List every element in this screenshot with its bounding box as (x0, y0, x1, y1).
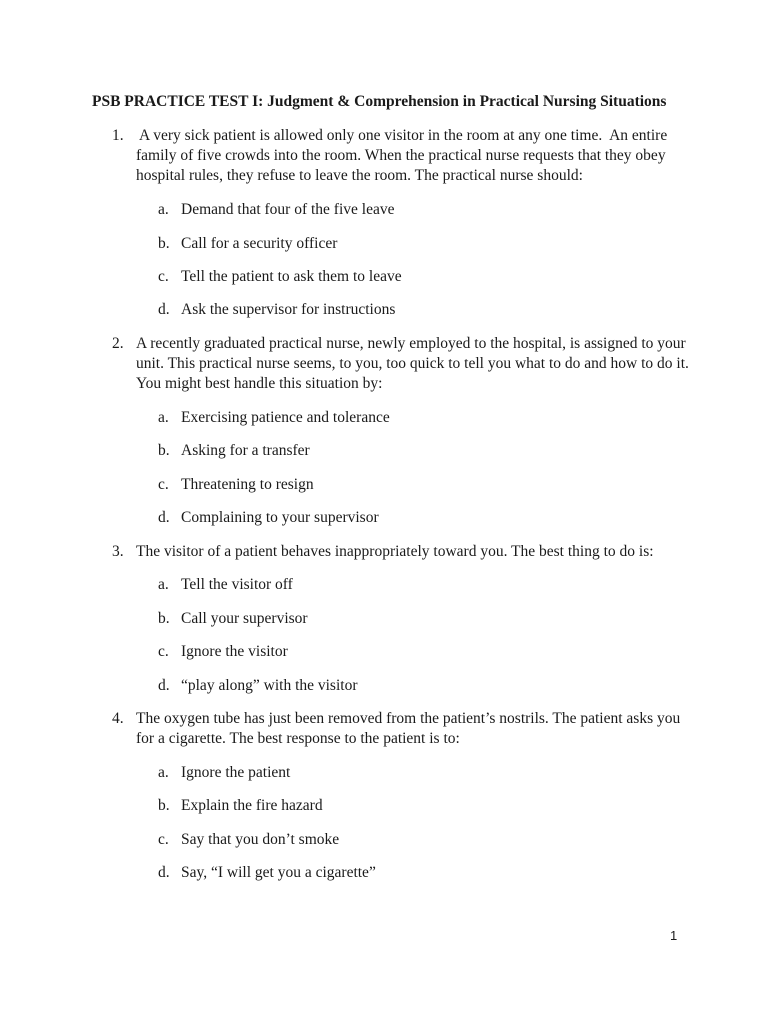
page-title: PSB PRACTICE TEST I: Judgment & Comprehension in Practical Nursing Situations (92, 93, 667, 110)
option-letter: a. (158, 576, 169, 593)
question-line: family of five crowds into the room. When the practical nurse requests that they obey (136, 147, 666, 164)
answer-option (0, 575, 770, 595)
option-text: Demand that four of the five leave (181, 201, 395, 218)
option-letter: c. (158, 831, 169, 848)
answer-option (0, 642, 770, 662)
answer-option (0, 609, 770, 629)
question-line: You might best handle this situation by: (136, 375, 383, 392)
question-line: The oxygen tube has just been removed from the patient’s nostrils. The patient asks you (136, 710, 681, 727)
option-letter: d. (158, 864, 170, 881)
question-text (136, 709, 696, 749)
option-letter: c. (158, 476, 169, 493)
option-text: Tell the visitor off (181, 576, 293, 593)
question-line: A recently graduated practical nurse, newly employed to the hospital, is assigned to your (136, 335, 686, 352)
page-number: 1 (670, 928, 678, 943)
option-letter: b. (158, 442, 170, 459)
question-line: A very sick patient is allowed only one visitor in the room at any one time. An entire (136, 127, 668, 144)
option-text: Exercising patience and tolerance (181, 409, 390, 426)
answer-option (0, 408, 770, 428)
option-text: Ignore the visitor (181, 643, 288, 660)
option-letter: d. (158, 301, 170, 318)
option-letter: a. (158, 764, 169, 781)
option-text: Call for a security officer (181, 235, 338, 252)
answer-option (0, 441, 770, 461)
answer-option (0, 267, 770, 287)
option-text: Call your supervisor (181, 610, 308, 627)
answer-option (0, 863, 770, 883)
option-text: Threatening to resign (181, 476, 314, 493)
option-letter: c. (158, 268, 169, 285)
question-number: 3. (112, 543, 124, 560)
answer-option (0, 475, 770, 495)
option-text: Ignore the patient (181, 764, 291, 781)
option-letter: a. (158, 409, 169, 426)
answer-option (0, 200, 770, 220)
question-number: 2. (112, 335, 124, 352)
question-text (136, 542, 696, 562)
option-text: Say that you don’t smoke (181, 831, 340, 848)
option-letter: b. (158, 610, 170, 627)
option-letter: a. (158, 201, 169, 218)
question-number: 4. (112, 710, 124, 727)
option-letter: b. (158, 797, 170, 814)
option-letter: b. (158, 235, 170, 252)
answer-option (0, 763, 770, 783)
answer-option (0, 796, 770, 816)
option-text: Explain the fire hazard (181, 797, 323, 814)
option-letter: d. (158, 509, 170, 526)
question-text (136, 126, 696, 186)
question-line: unit. This practical nurse seems, to you, too quick to tell you what to do and how to do it. (136, 355, 689, 372)
answer-option (0, 508, 770, 528)
answer-option (0, 234, 770, 254)
question-line: The visitor of a patient behaves inappropriately toward you. The best thing to do is: (136, 543, 654, 560)
option-text: Ask the supervisor for instructions (181, 301, 396, 318)
question-line: for a cigarette. The best response to the patient is to: (136, 730, 460, 747)
option-text: Asking for a transfer (181, 442, 310, 459)
question-line: hospital rules, they refuse to leave the room. The practical nurse should: (136, 167, 583, 184)
answer-option (0, 830, 770, 850)
option-text: Say, “I will get you a cigarette” (181, 864, 376, 881)
question-text (136, 334, 696, 394)
option-letter: d. (158, 677, 170, 694)
option-text: Complaining to your supervisor (181, 509, 379, 526)
question-number: 1. (112, 127, 124, 144)
option-letter: c. (158, 643, 169, 660)
option-text: “play along” with the visitor (181, 677, 358, 694)
answer-option (0, 300, 770, 320)
option-text: Tell the patient to ask them to leave (181, 268, 402, 285)
answer-option (0, 676, 770, 696)
